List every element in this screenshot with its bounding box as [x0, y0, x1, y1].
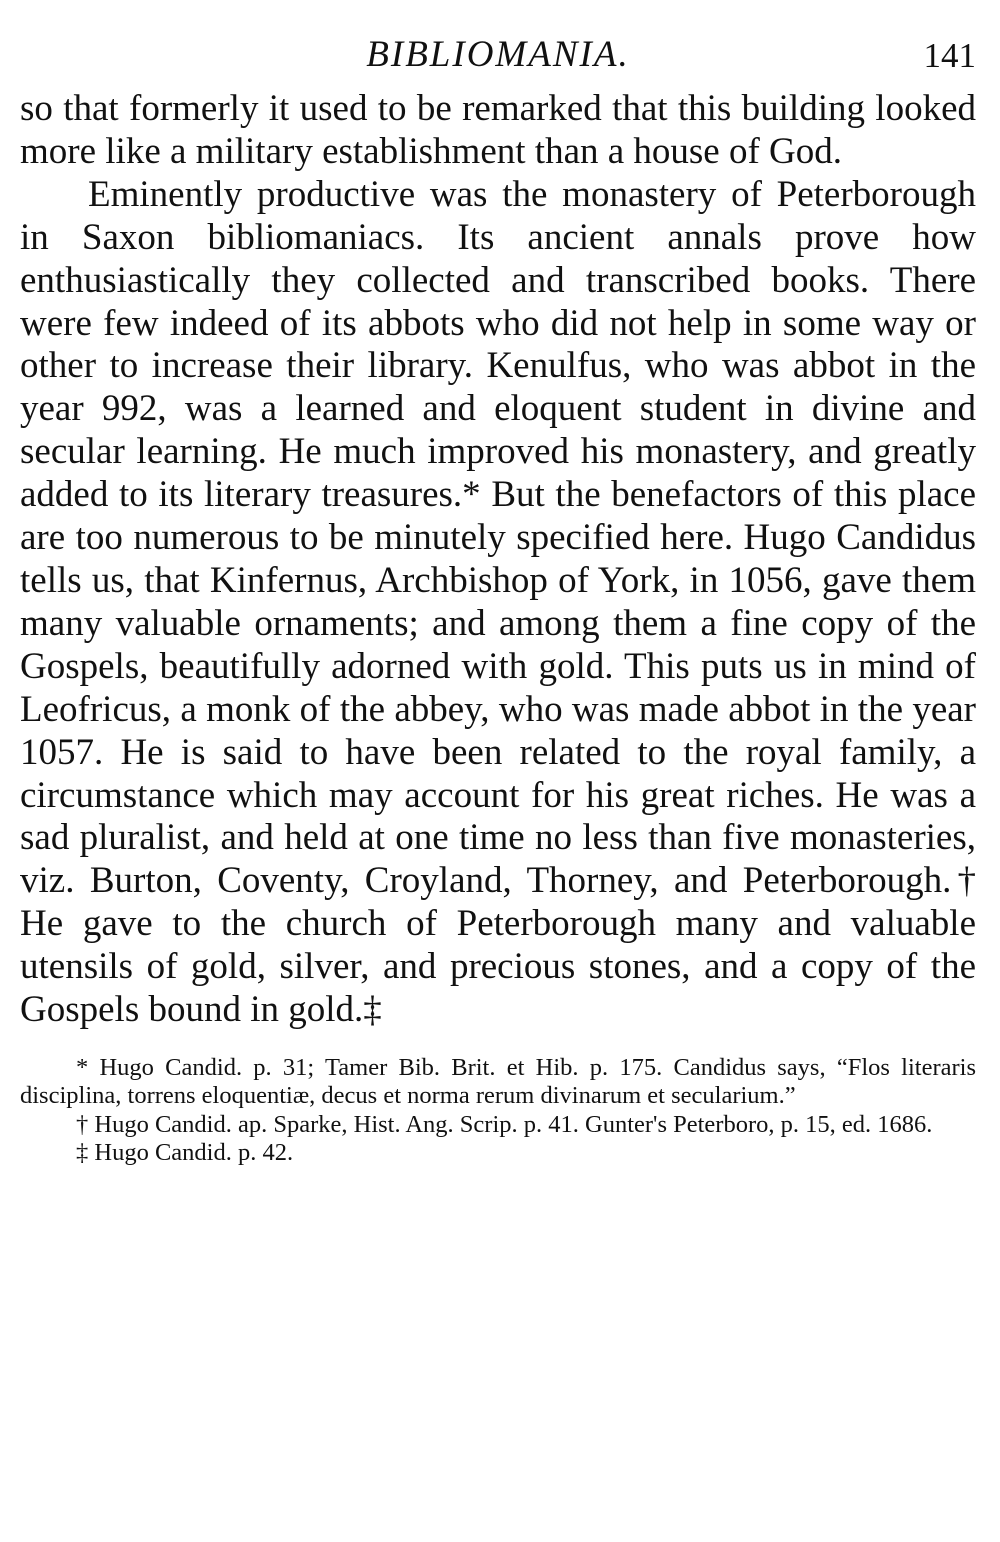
body-paragraph: Eminently productive was the monastery of Peterborough in Saxon bibliomaniacs. Its ancient annals prove how enthusiastically they collected and transcribed books. There were few indeed of its abbots who did not help in some way or other to increase their library. Kenulfus, who was abbot in the year 992, was a learned and eloquent student in divine and secular learning. He much improved his monastery, and greatly added to its literary treasures.* But the benefactors of this place are too numerous to be minutely specified here. Hugo Candidus tells us, that Kinfernus, Archbishop of York, in 1056, gave them many valuable ornaments; and among them a fine copy of the Gospels, beautifully adorned with gold. This puts us in mind of Leofricus, a monk of the abbey, who was made abbot in the year 1057. He is said to have been related to the royal family, a circumstance which may account for his great riches. He was a sad pluralist, and held at one time no less than five monasteries, viz. Burton, Coventy, Croyland, Thorney, and Peterborough.† He gave to the church of Peterborough many and valuable utensils of gold, silver, and precious stones, and a copy of the Gospels bound in gold.‡ — [20, 173, 976, 1031]
body-paragraph-continued: so that formerly it used to be remarked that this building looked more like a military establishment than a house of God. — [20, 88, 976, 172]
book-page — [20, 30, 976, 1168]
footnotes — [20, 1054, 976, 1168]
footnote-asterisk: * Hugo Candid. p. 31; Tamer Bib. Brit. et Hib. p. 175. Candidus says, “Flos literaris disciplina, torrens eloquentiæ, decus et norma rerum divinarum et secularium.” — [20, 1053, 976, 1110]
running-title: BIBLIOMANIA. — [366, 34, 630, 75]
footnote-double-dagger: ‡ Hugo Candid. p. 42. — [76, 1139, 294, 1167]
page-number: 141 — [923, 36, 976, 75]
running-header — [20, 30, 976, 88]
body-text — [20, 88, 976, 1032]
footnote-dagger: † Hugo Candid. ap. Sparke, Hist. Ang. Scrip. p. 41. Gunter's Peterboro, p. 15, ed. 1686. — [76, 1110, 933, 1138]
